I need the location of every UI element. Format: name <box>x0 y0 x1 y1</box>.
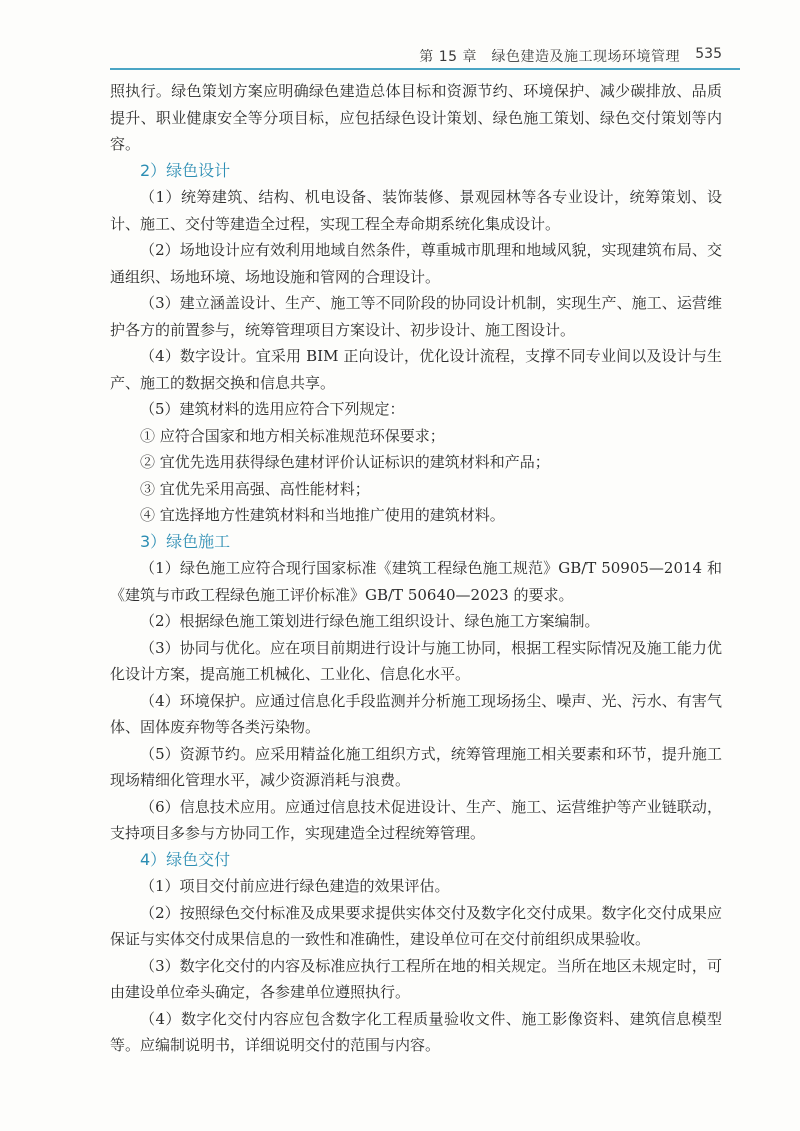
body-text <box>110 78 722 1059</box>
paragraph: （5）建筑材料的选用应符合下列规定： <box>140 400 405 418</box>
list-item: ③ 宜优先采用高强、高性能材料； <box>140 479 370 498</box>
paragraph: （2）场地设计应有效利用地域自然条件，尊重城市肌理和地域风貌，实现建筑布局、交通组织、场地环境、场地设施和管网的合理设计。 <box>110 241 722 286</box>
chapter-title: 第 15 章 绿色建造及施工现场环境管理 <box>419 49 680 65</box>
paragraph: （5）资源节约。应采用精益化施工组织方式，统筹管理施工相关要素和环节，提升施工现场精细化管理水平，减少资源消耗与浪费。 <box>110 744 722 789</box>
page-number: 535 <box>695 46 722 62</box>
list-item: ② 宜优先选用获得绿色建材评价认证标识的建筑材料和产品； <box>140 453 550 471</box>
list-item: ① 应符合国家和地方相关标准规范环保要求； <box>140 426 445 445</box>
paragraph: （1）项目交付前应进行绿色建造的效果评估。 <box>140 877 450 895</box>
header-rule <box>110 68 740 70</box>
section-heading-green-construction: 3）绿色施工 <box>140 531 231 551</box>
paragraph: （2）根据绿色施工策划进行绿色施工组织设计、绿色施工方案编制。 <box>140 612 600 630</box>
section-heading-green-design: 2）绿色设计 <box>140 160 231 180</box>
paragraph: （4）环境保护。应通过信息化手段监测并分析施工现场扬尘、噪声、光、污水、有害气体、固体废弃物等各类污染物。 <box>110 691 722 736</box>
paragraph: （3）建立涵盖设计、生产、施工等不同阶段的协同设计机制，实现生产、施工、运营维护各方的前置参与，统筹管理项目方案设计、初步设计、施工图设计。 <box>110 294 722 339</box>
paragraph: （6）信息技术应用。应通过信息技术促进设计、生产、施工、运营维护等产业链联动，支持项目多参与方协同工作，实现建造全过程统筹管理。 <box>110 797 722 842</box>
section-heading-green-delivery: 4）绿色交付 <box>140 849 231 869</box>
paragraph: （3）数字化交付的内容及标准应执行工程所在地的相关规定。当所在地区未规定时，可由建设单位牵头确定，各参建单位遵照执行。 <box>110 956 722 1001</box>
continuation-paragraph: 照执行。绿色策划方案应明确绿色建造总体目标和资源节约、环境保护、减少碳排放、品质提升、职业健康安全等分项目标，应包括绿色设计策划、绿色施工策划、绿色交付策划等内容。 <box>110 82 722 153</box>
list-item: ④ 宜选择地方性建筑材料和当地推广使用的建筑材料。 <box>140 506 505 524</box>
paragraph: （2）按照绿色交付标准及成果要求提供实体交付及数字化交付成果。数字化交付成果应保证与实体交付成果信息的一致性和准确性，建设单位可在交付前组织成果验收。 <box>110 903 722 948</box>
paragraph: （3）协同与优化。应在项目前期进行设计与施工协同，根据工程实际情况及施工能力优化设计方案，提高施工机械化、工业化、信息化水平。 <box>110 638 722 683</box>
paragraph: （1）绿色施工应符合现行国家标准《建筑工程绿色施工规范》GB/T 50905—2014 和《建筑与市政工程绿色施工评价标准》GB/T 50640—2023 的要求。 <box>110 559 722 604</box>
running-header <box>0 42 800 68</box>
paragraph: （1）统筹建筑、结构、机电设备、装饰装修、景观园林等各专业设计，统筹策划、设计、施工、交付等建造全过程，实现工程全寿命期系统化集成设计。 <box>110 188 722 233</box>
paragraph: （4）数字设计。宜采用 BIM 正向设计，优化设计流程，支撑不同专业间以及设计与生产、施工的数据交换和信息共享。 <box>110 347 722 392</box>
paragraph: （4）数字化交付内容应包含数字化工程质量验收文件、施工影像资料、建筑信息模型等。应编制说明书，详细说明交付的范围与内容。 <box>110 1009 722 1054</box>
